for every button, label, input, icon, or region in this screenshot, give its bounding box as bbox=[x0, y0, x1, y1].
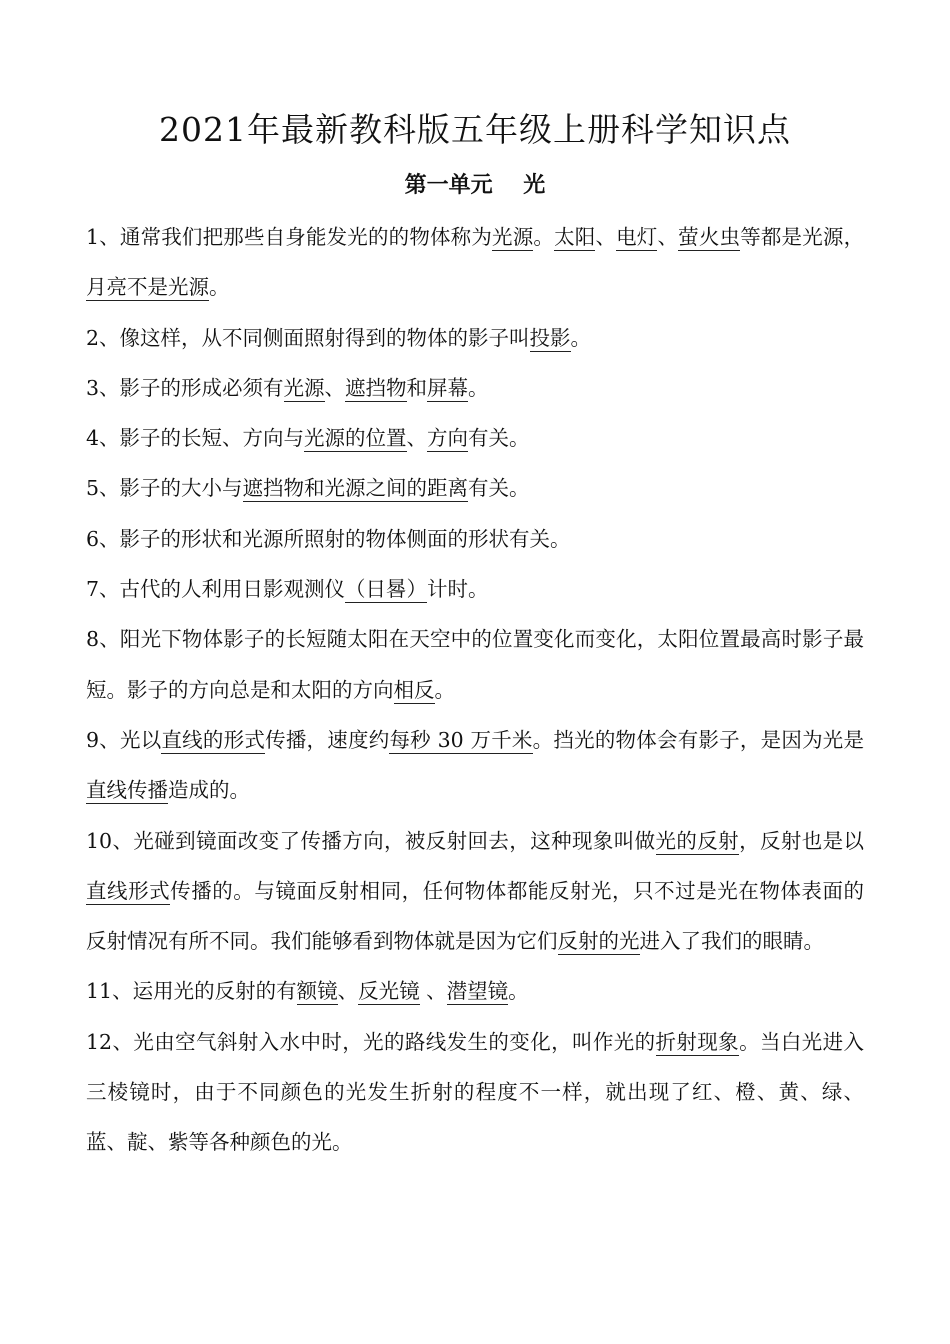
item-text: 3、影子的形成必须有 bbox=[86, 375, 284, 400]
knowledge-item-5 bbox=[86, 463, 864, 513]
key-term: 太阳 bbox=[554, 225, 596, 249]
key-term: 直线的形式 bbox=[161, 727, 266, 752]
item-text: 、 bbox=[595, 225, 617, 249]
knowledge-item-11 bbox=[86, 966, 864, 1016]
key-term: 相反 bbox=[393, 677, 435, 702]
item-text: 等都是光源， bbox=[740, 225, 865, 249]
item-text: 。 bbox=[508, 979, 529, 1004]
key-term: 每秒 30 万千米 bbox=[389, 727, 533, 752]
item-text: 。当白光进入三棱镜时，由于不同颜色的光发生折射的程度不一样，就出现了红、橙、黄、绿、蓝、靛、紫等各种颜色的光。 bbox=[86, 1029, 864, 1155]
item-text: 2、像这样，从不同侧面照射得到的物体的影子叫 bbox=[86, 325, 530, 350]
key-term: 光的反射 bbox=[655, 828, 740, 853]
key-term: 投影 bbox=[529, 325, 571, 350]
item-text: 传播，速度约 bbox=[265, 727, 390, 752]
key-term: 反射的光 bbox=[557, 929, 640, 954]
knowledge-item-12 bbox=[86, 1017, 864, 1168]
key-term: 额镜 bbox=[296, 979, 338, 1004]
knowledge-item-9 bbox=[86, 715, 864, 816]
key-term: 遮挡物 bbox=[345, 375, 407, 400]
item-text: 。 bbox=[434, 677, 455, 702]
item-text: 。 bbox=[468, 375, 489, 400]
item-text: 5、影子的大小与 bbox=[86, 476, 243, 501]
item-text: 7、古代的人利用日影观测仪 bbox=[86, 577, 346, 602]
item-text: 6、影子的形状和光源所照射的物体侧面的形状有关。 bbox=[86, 526, 571, 551]
key-term: 方向 bbox=[427, 426, 469, 451]
knowledge-item-1 bbox=[86, 212, 864, 313]
key-term: 潜望镜 bbox=[446, 979, 509, 1004]
key-term: 折射现象 bbox=[655, 1029, 740, 1054]
item-text: 、 bbox=[337, 979, 359, 1004]
knowledge-item-6 bbox=[86, 514, 864, 564]
key-term: 光源 bbox=[283, 375, 325, 400]
item-text: 和 bbox=[406, 375, 428, 400]
item-text: ，反射也是以 bbox=[739, 828, 864, 853]
item-text: 计时。 bbox=[427, 577, 489, 602]
key-term: 萤火虫 bbox=[678, 225, 741, 249]
item-text: 。 bbox=[570, 325, 592, 350]
knowledge-item-10 bbox=[86, 816, 864, 967]
item-text: 造成的。 bbox=[168, 778, 250, 803]
item-text: 。 bbox=[533, 225, 555, 249]
key-term: 屏幕 bbox=[427, 375, 469, 400]
knowledge-item-3 bbox=[86, 363, 864, 413]
item-text: 8、阳光下物体影子的长短随太阳在天空中的位置变化而变化，太阳位置最高时影子最短。影子的方向总是和太阳的方向 bbox=[86, 627, 864, 702]
knowledge-item-7 bbox=[86, 564, 864, 614]
item-text: 。 bbox=[209, 275, 230, 300]
item-text: 进入了我们的眼睛。 bbox=[639, 929, 824, 954]
item-text: 传播的。与镜面反射相同，任何物体都能反射光，只不过是光在物体表面的反射情况有所不同。我们能够看到物体就是因为它们 bbox=[86, 878, 865, 954]
key-term: 直线形式 bbox=[86, 878, 171, 903]
key-term: （日晷） bbox=[345, 577, 428, 602]
knowledge-item-4 bbox=[86, 413, 864, 463]
item-text: 4、影子的长短、方向与 bbox=[86, 426, 305, 451]
item-text: 9、光以 bbox=[86, 727, 162, 752]
item-text: 、 bbox=[324, 375, 346, 400]
key-term: 直线传播 bbox=[86, 778, 168, 803]
key-term: 月亮不是光源 bbox=[86, 275, 209, 300]
item-text: 。挡光的物体会有影子，是因为光是 bbox=[532, 727, 865, 752]
item-text: 有关。 bbox=[468, 476, 530, 501]
item-text: 、 bbox=[406, 426, 428, 451]
key-term: 光源 bbox=[492, 225, 534, 249]
knowledge-item-8 bbox=[86, 614, 864, 715]
key-term: 光源的位置 bbox=[304, 426, 407, 451]
item-text: 、 bbox=[419, 979, 447, 1004]
knowledge-list bbox=[86, 212, 864, 1168]
document-title: 2021年最新教科版五年级上册科学知识点 bbox=[159, 110, 791, 149]
item-text: 10、光碰到镜面改变了传播方向，被反射回去，这种现象叫做 bbox=[86, 828, 656, 853]
key-term: 反光镜 bbox=[358, 979, 420, 1004]
unit-heading: 第一单元 光 bbox=[404, 172, 546, 198]
knowledge-item-2 bbox=[86, 313, 864, 363]
item-text: 1、通常我们把那些自身能发光的的物体称为 bbox=[86, 225, 493, 249]
item-text: 有关。 bbox=[468, 426, 530, 451]
item-text: 12、光由空气斜射入水中时，光的路线发生的变化，叫作光的 bbox=[86, 1029, 656, 1054]
item-text: 、 bbox=[657, 225, 679, 249]
key-term: 电灯 bbox=[616, 225, 658, 249]
item-text: 11、运用光的反射的有 bbox=[86, 979, 297, 1004]
key-term: 遮挡物和光源之间的距离 bbox=[242, 476, 469, 501]
